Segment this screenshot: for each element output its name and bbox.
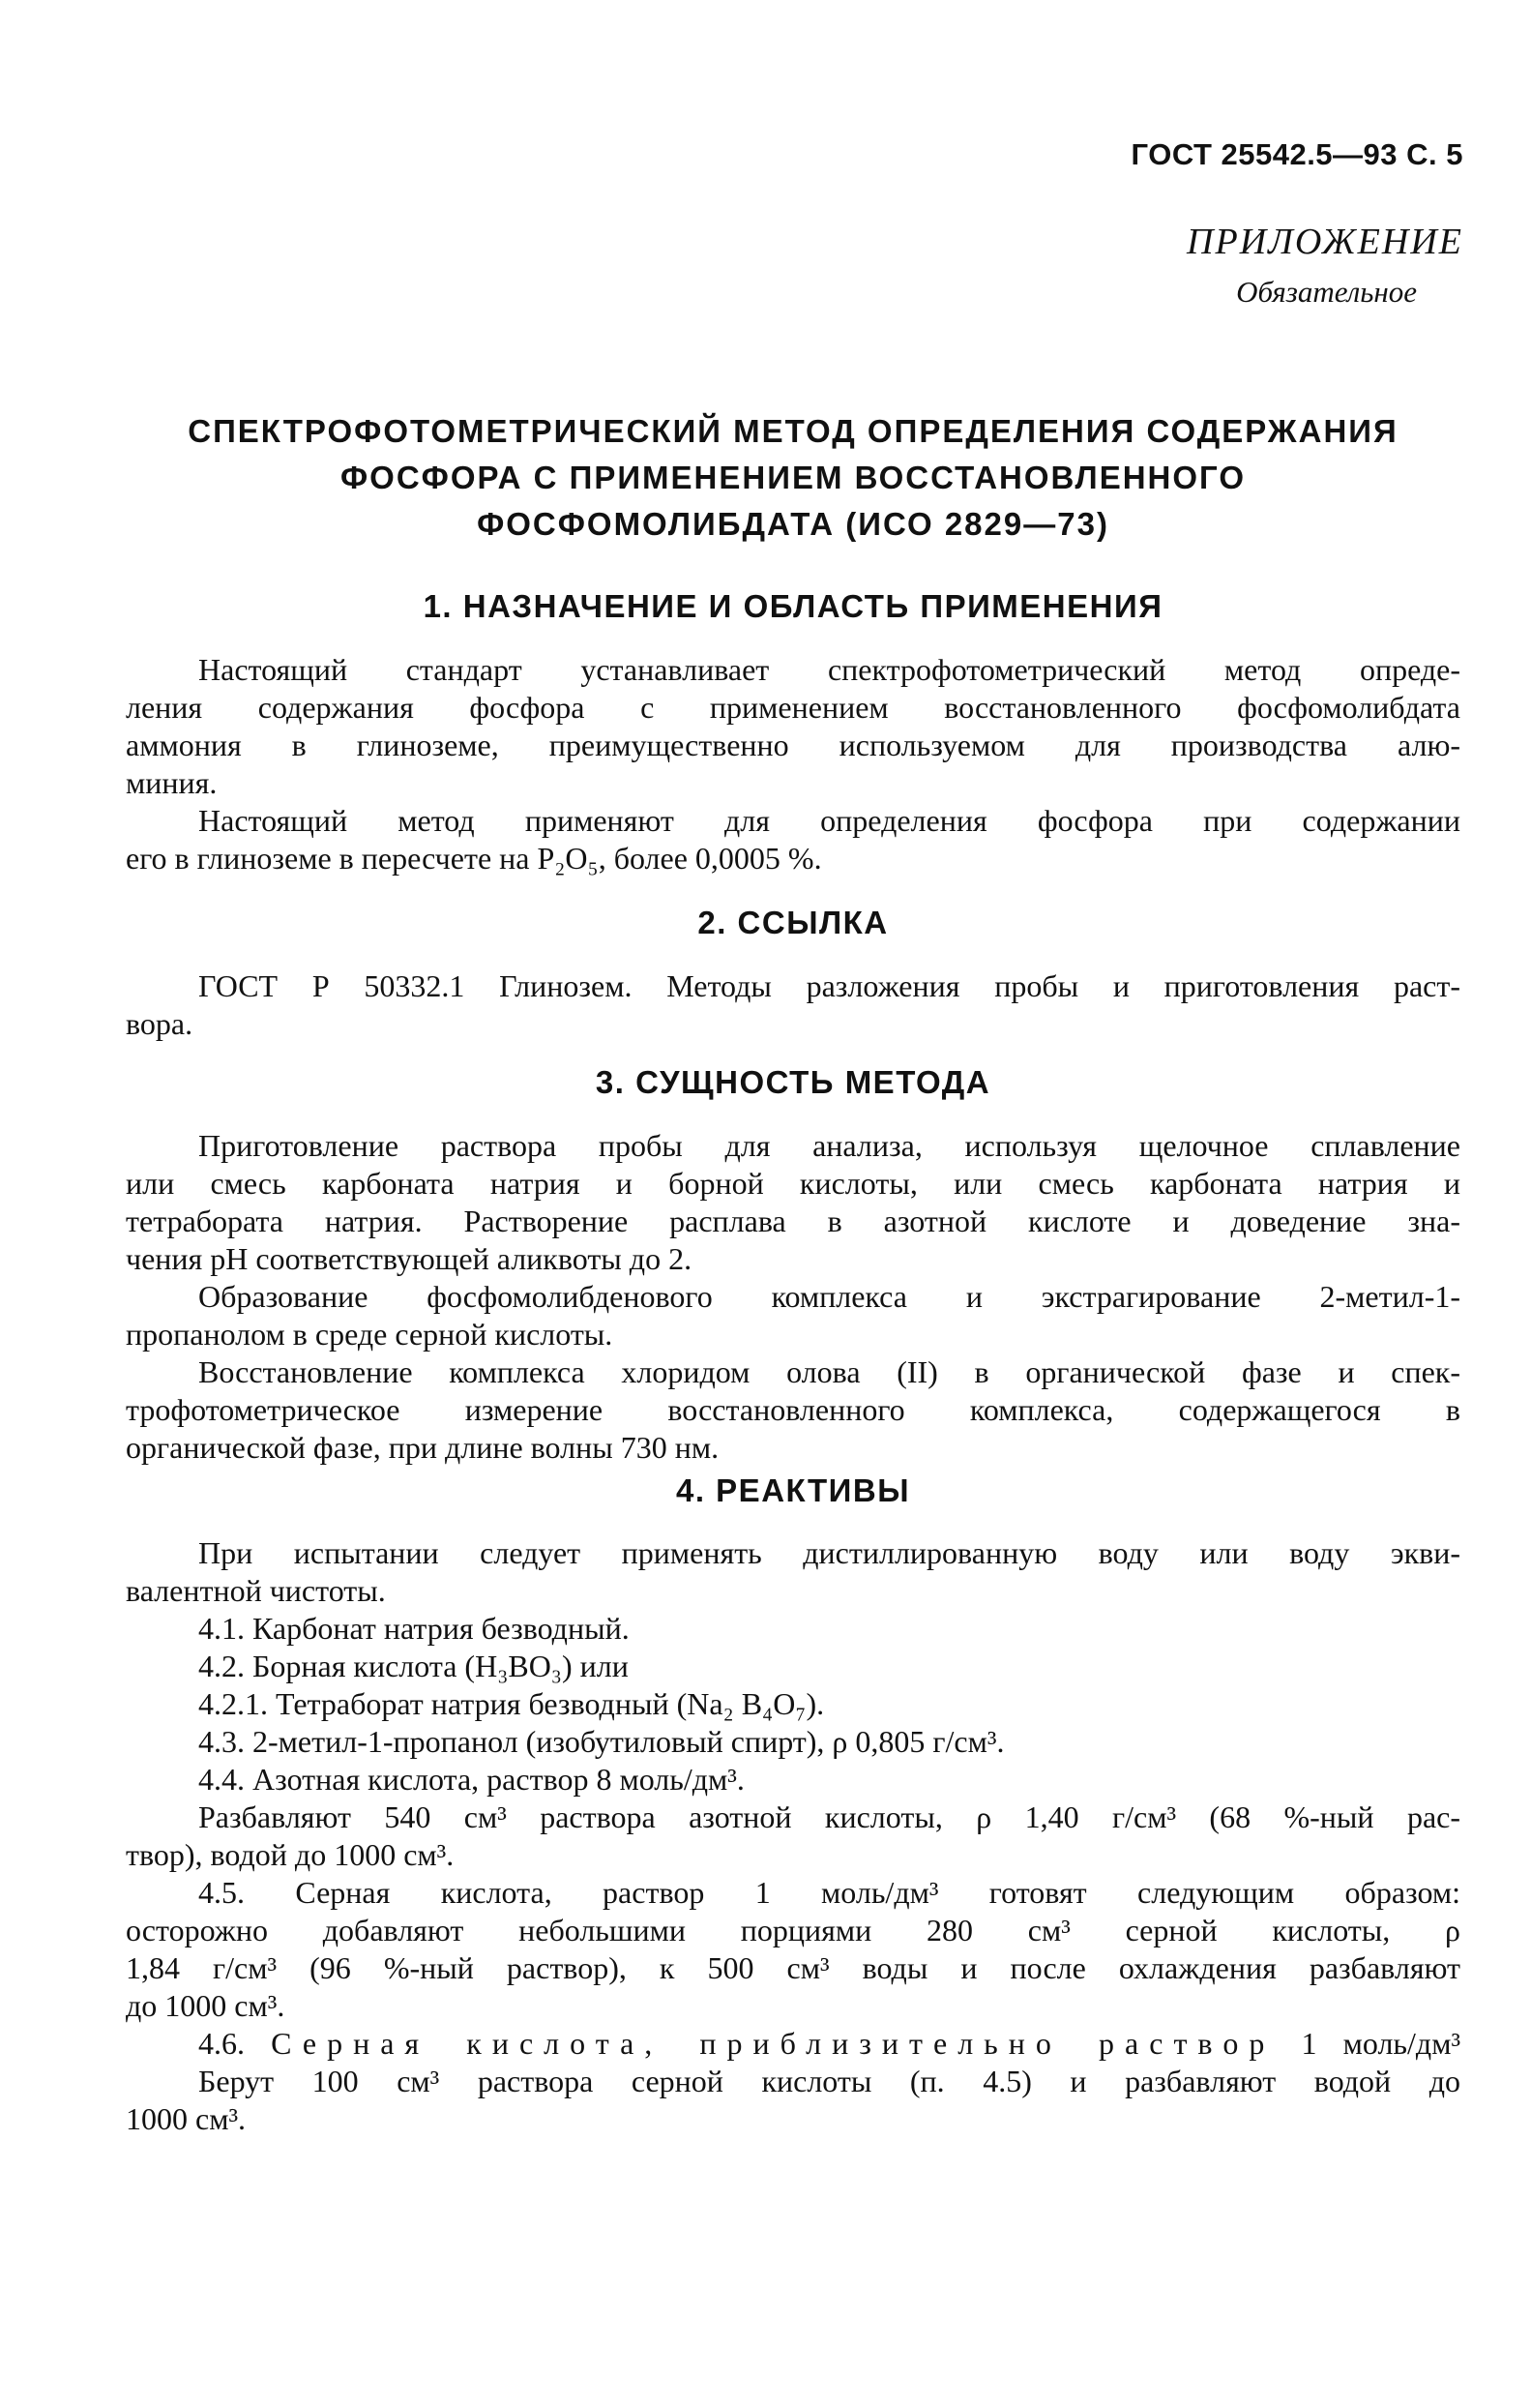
text-line: вора. [126, 1006, 193, 1041]
reagent-4-6-title: Серная кислота, приблизительно раствор [271, 2026, 1276, 2061]
section-3-heading: 3. СУЩНОСТЬ МЕТОДА [595, 1064, 991, 1100]
section-1-paragraph-1 [126, 651, 1460, 802]
text-line: валентной чистоты. [126, 1573, 386, 1608]
title-line: ФОСФОРА С ПРИМЕНЕНИЕМ ВОССТАНОВЛЕННОГО [340, 460, 1246, 495]
section-3-paragraph-2 [126, 1278, 1460, 1353]
text-line: Берут 100 см³ раствора серной кислоты (п. 4.5) и разбавляют водой до [198, 2064, 1460, 2098]
text-line: его в глиноземе в пересчете на P₂O₅, более 0,0005 %. [126, 841, 822, 876]
title-line: ФОСФОМОЛИБДАТА (ИСО 2829—73) [477, 506, 1109, 542]
text-line: твор), водой до 1000 см³. [126, 1837, 455, 1872]
text-line: чения pH соответствующей аликвоты до 2. [126, 1241, 692, 1276]
reagent-4-4: 4.4. Азотная кислота, раствор 8 моль/дм³. [198, 1762, 745, 1797]
text-line: 4.5. Серная кислота, раствор 1 моль/дм³ готовят следующим образом: [198, 1875, 1460, 1910]
text-line: Разбавляют 540 см³ раствора азотной кислоты, ρ 1,40 г/см³ (68 %-ный рас- [198, 1799, 1460, 1834]
text-line: При испытании следует применять дистиллированную воду или воду экви- [198, 1535, 1460, 1570]
text-line: Настоящий стандарт устанавливает спектрофотометрический метод опреде- [198, 652, 1460, 687]
text-line: осторожно добавляют небольшими порциями 280 см³ серной кислоты, ρ [126, 1913, 1460, 1947]
title-line: СПЕКТРОФОТОМЕТРИЧЕСКИЙ МЕТОД ОПРЕДЕЛЕНИЯ СОДЕРЖАНИЯ [188, 413, 1399, 449]
text-line: ГОСТ Р 50332.1 Глинозем. Методы разложения пробы и приготовления раст- [198, 968, 1460, 1003]
text-line: пропанолом в среде серной кислоты. [126, 1317, 613, 1352]
reagent-4-4-text [126, 1799, 1460, 1874]
section-1-heading: 1. НАЗНАЧЕНИЕ И ОБЛАСТЬ ПРИМЕНЕНИЯ [423, 588, 1163, 624]
reagent-4-5 [126, 1874, 1460, 2025]
section-2-heading: 2. ССЫЛКА [697, 905, 889, 940]
section-3-paragraph-1 [126, 1127, 1460, 1278]
text-line: 1,84 г/см³ (96 %-ный раствор), к 500 см³ воды и после охлаждения разбавляют [126, 1950, 1460, 1985]
section-3-paragraph-3 [126, 1353, 1460, 1467]
reagent-list [198, 1610, 1460, 1799]
reagent-4-6 [126, 2025, 1461, 2138]
text-line: Приготовление раствора пробы для анализа, используя щелочное сплавление [198, 1128, 1460, 1163]
text-line: миния. [126, 765, 218, 800]
reagent-4-2-1: 4.2.1. Тетраборат натрия безводный (Na₂ B₄O₇). [198, 1686, 825, 1721]
reagent-4-1: 4.1. Карбонат натрия безводный. [198, 1611, 630, 1646]
text-line: ления содержания фосфора с применением восстановленного фосфомолибдата [126, 690, 1460, 725]
section-4-heading: 4. РЕАКТИВЫ [675, 1472, 911, 1508]
text-line: Настоящий метод применяют для определения фосфора при содержании [198, 803, 1460, 838]
text-line: 1000 см³. [126, 2101, 247, 2136]
appendix-label: ПРИЛОЖЕНИЕ [1187, 222, 1463, 262]
section-2-paragraph-1 [126, 967, 1460, 1043]
text-line: Образование фосфомолибденового комплекса и экстрагирование 2-метил-1- [198, 1279, 1460, 1314]
reagent-4-6-heading [198, 2025, 1460, 2063]
text-line: до 1000 см³. [126, 1988, 285, 2023]
text-line: органической фазе, при длине волны 730 нм. [126, 1430, 720, 1465]
reagent-4-2: 4.2. Борная кислота (H₃BO₃) или [198, 1649, 629, 1683]
reagent-4-3: 4.3. 2-метил-1-пропанол (изобутиловый спирт), ρ 0,805 г/см³. [198, 1724, 1005, 1759]
text-line: Восстановление комплекса хлоридом олова (II) в органической фазе и спек- [198, 1354, 1460, 1389]
page-header: ГОСТ 25542.5—93 С. 5 [1131, 137, 1463, 171]
reagent-4-6-number: 4.6. [198, 2026, 245, 2061]
section-1-paragraph-2 [126, 802, 1460, 877]
text-line: трофотометрическое измерение восстановленного комплекса, содержащегося в [126, 1392, 1460, 1427]
reagent-4-6-concentration: 1 моль/дм³ [1301, 2026, 1461, 2061]
appendix-status: Обязательное [1236, 275, 1417, 309]
text-line: тетрабората натрия. Растворение расплава в азотной кислоте и доведение зна- [126, 1204, 1460, 1238]
text-line: или смесь карбоната натрия и борной кислоты, или смесь карбоната натрия и [126, 1166, 1460, 1201]
text-line: аммония в глиноземе, преимущественно используемом для производства алю- [126, 728, 1460, 762]
section-4-paragraph-1 [126, 1534, 1460, 1610]
document-title [126, 408, 1460, 548]
